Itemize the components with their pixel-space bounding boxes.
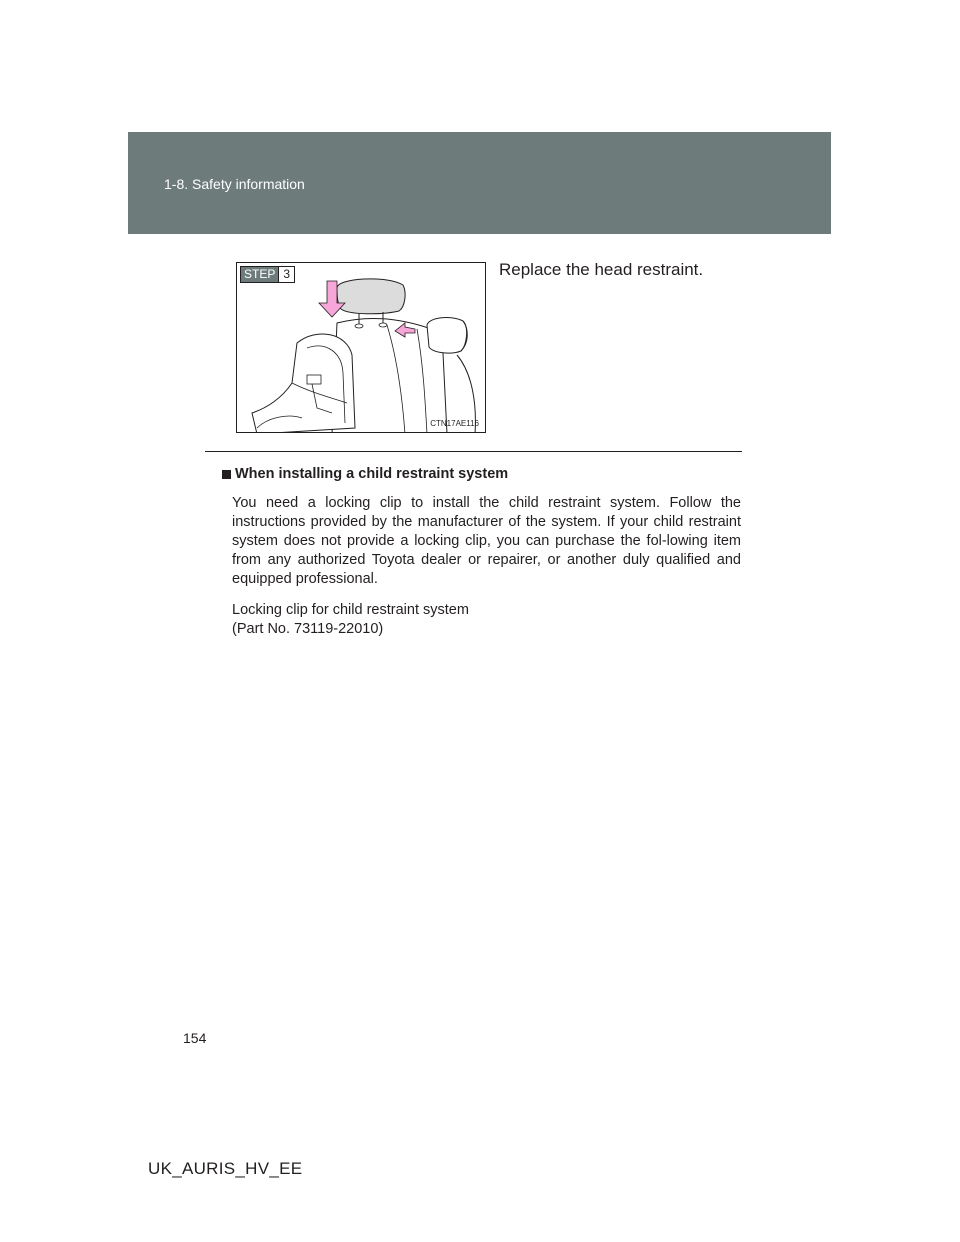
- note-heading-text: When installing a child restraint system: [235, 466, 509, 482]
- page-number: 154: [183, 1030, 207, 1046]
- seat-drawing: [237, 263, 486, 433]
- step-label-number: 3: [278, 267, 294, 282]
- head-restraint-illustration: [236, 262, 486, 433]
- part-description: Locking clip for child restraint system: [232, 602, 469, 618]
- section-divider: [205, 451, 742, 452]
- step-badge: [240, 266, 295, 283]
- part-number: (Part No. 73119-22010): [232, 621, 384, 637]
- note-body: You need a locking clip to install the child restraint system. Follow the instructions provided by the manufacturer of the system. If your child restraint system does not provide a locking clip, you can purchase the fol-lowing item from any authorized Toyota dealer or repairer, or another duly qualified and equipped professional.: [232, 495, 741, 587]
- step-label-word: STEP: [241, 267, 278, 282]
- step-instruction: Replace the head restraint.: [499, 260, 704, 279]
- note-section: [222, 466, 741, 639]
- note-heading: [222, 466, 741, 482]
- part-info: [232, 601, 741, 639]
- square-bullet-icon: [222, 470, 231, 479]
- document-code: UK_AURIS_HV_EE: [148, 1159, 303, 1178]
- figure-code: CTN17AE116: [430, 419, 479, 428]
- section-title: 1-8. Safety information: [164, 176, 305, 192]
- header-band: [128, 132, 831, 234]
